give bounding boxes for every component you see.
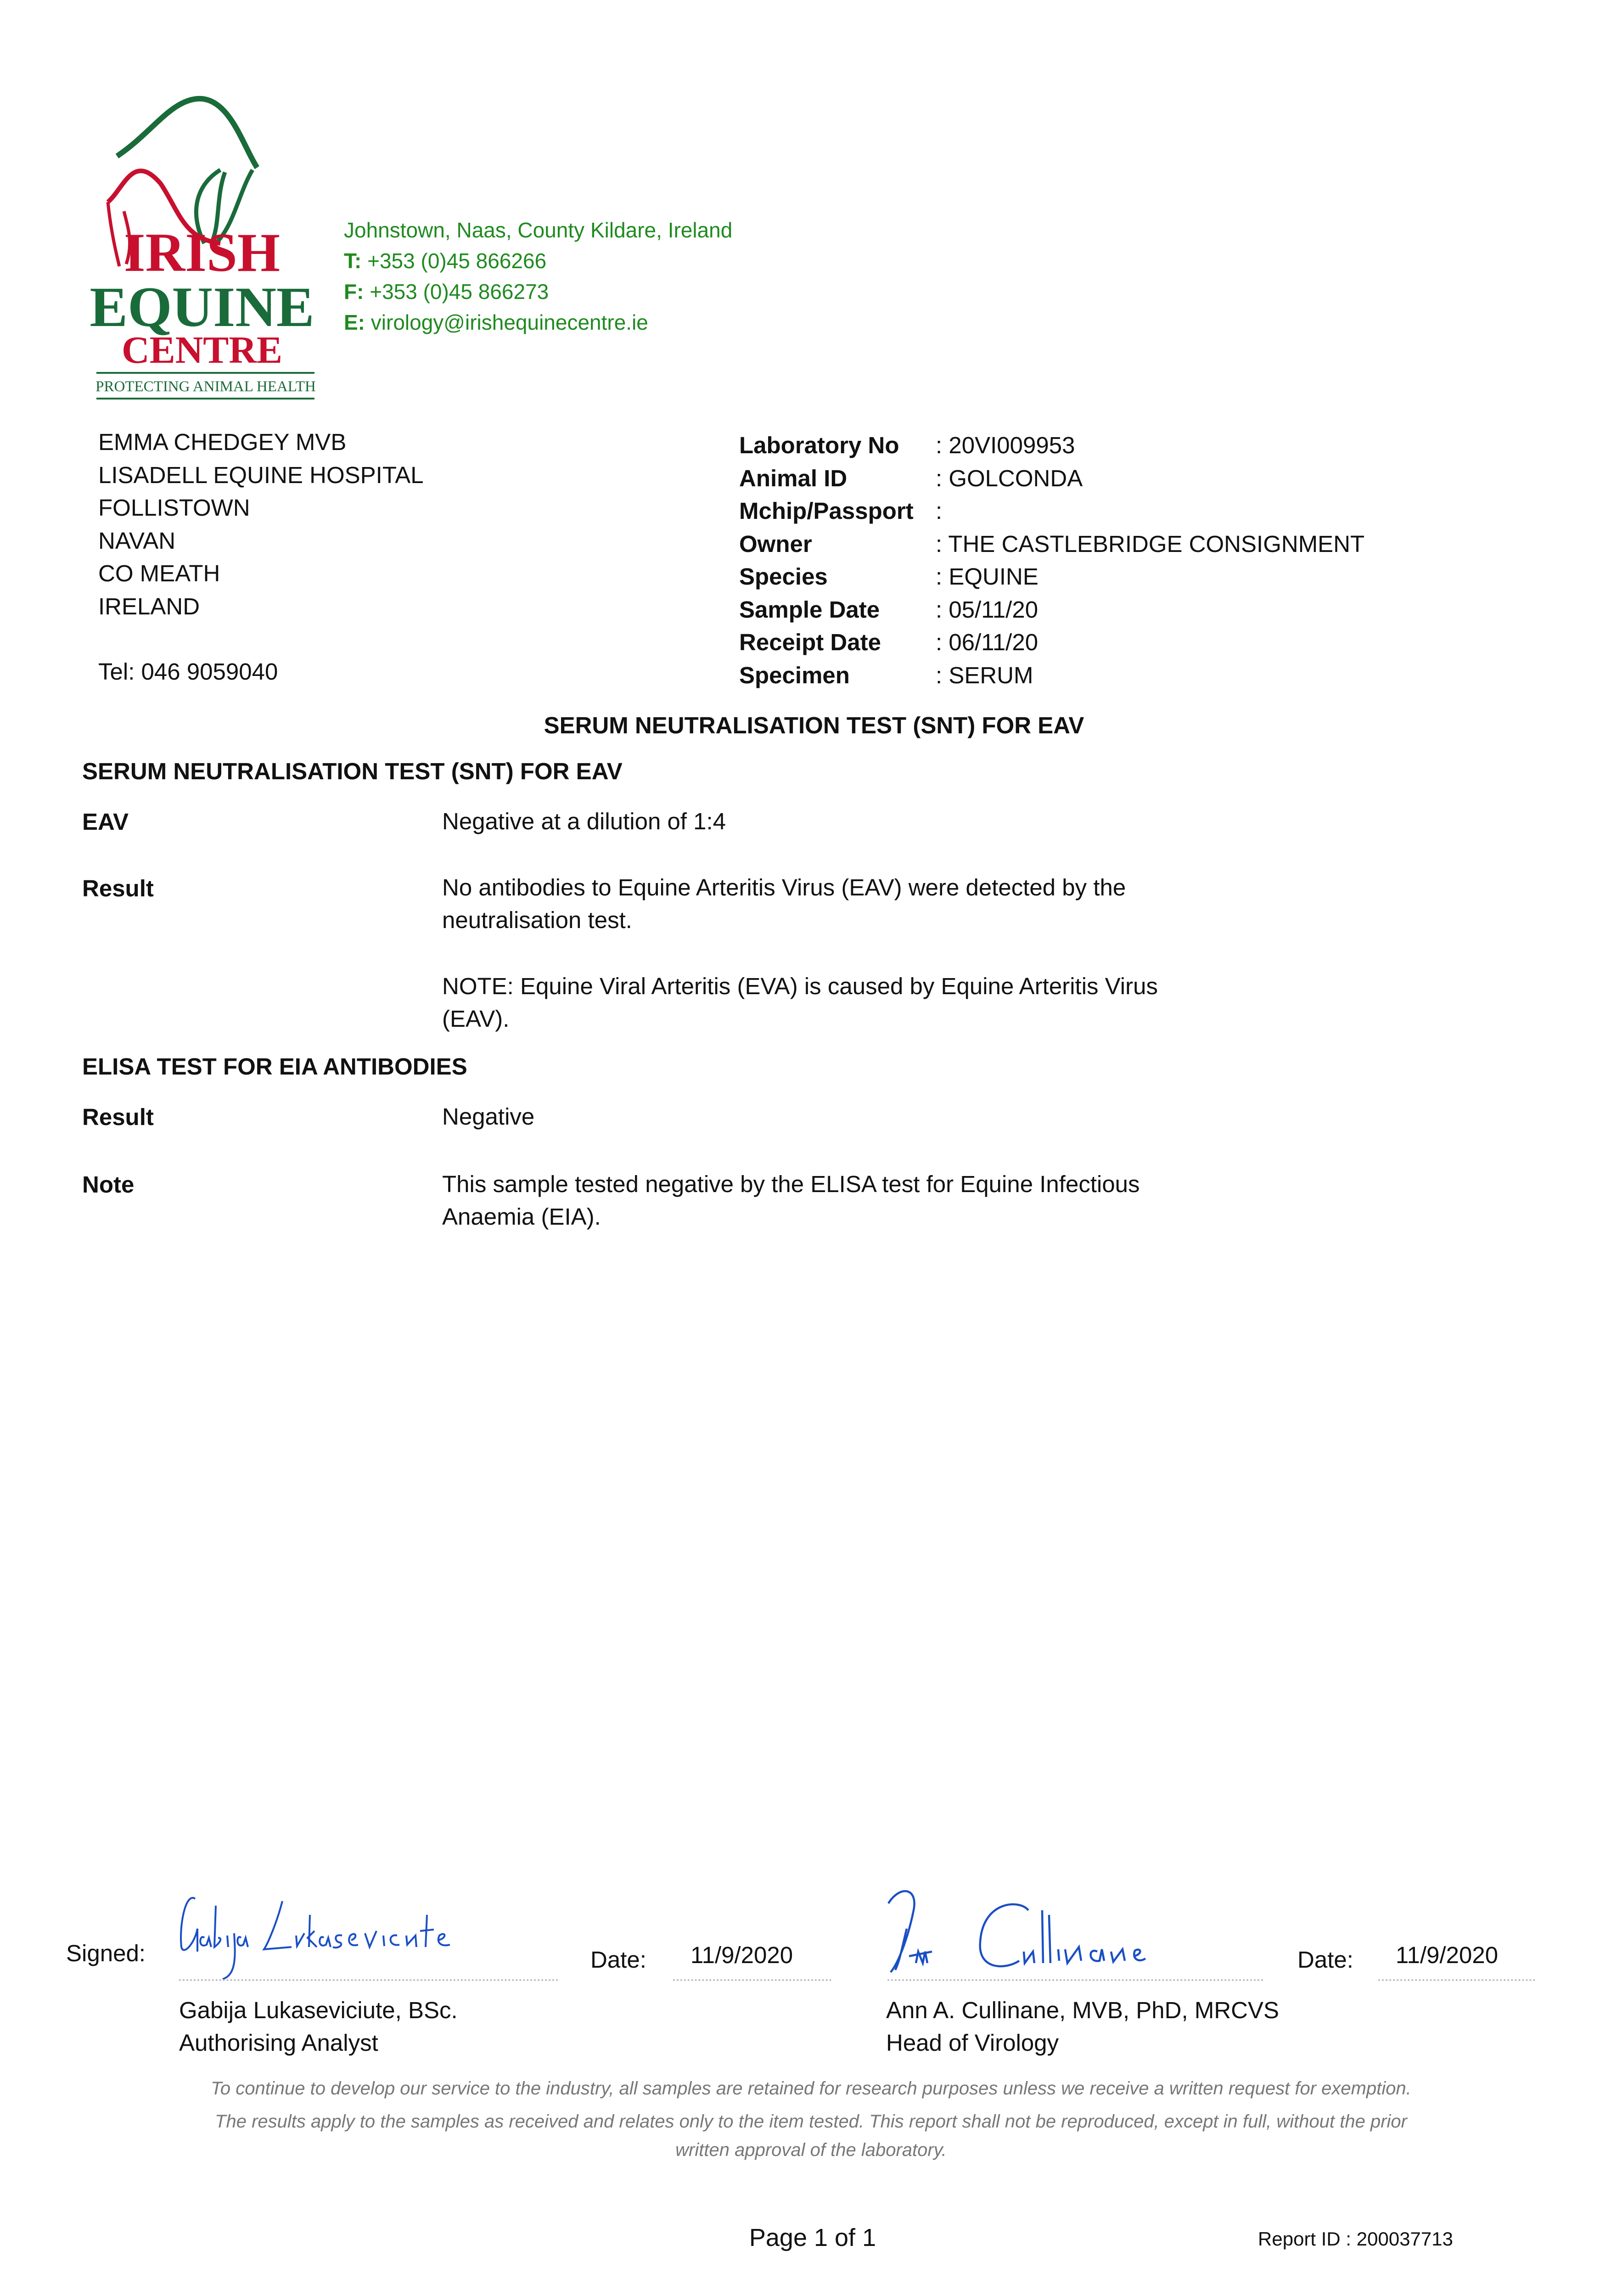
info-label: Receipt Date <box>739 629 881 655</box>
lab-address: Johnstown, Naas, County Kildare, Ireland <box>344 218 733 242</box>
signed-label: Signed: <box>66 1940 146 1966</box>
signatory-role: Authorising Analyst <box>179 2030 378 2056</box>
signature-line <box>179 1979 558 1981</box>
address-line: IRELAND <box>98 593 200 619</box>
date-value: 11/9/2020 <box>1396 1942 1499 1968</box>
address-line: NAVAN <box>98 527 176 554</box>
signature-gabija <box>177 1887 507 1984</box>
result-label: Result <box>82 875 154 901</box>
page-number: Page 1 of 1 <box>749 2224 876 2251</box>
report-title: SERUM NEUTRALISATION TEST (SNT) FOR EAV <box>544 712 1084 738</box>
address-line: CO MEATH <box>98 560 220 586</box>
info-row <box>739 659 1364 692</box>
horse-logo-icon <box>83 92 321 404</box>
disclaimer-line: The results apply to the samples as received and relates only to the item tested. This report shall not be reproduced, except in full, without the prior <box>215 2111 1407 2132</box>
disclaimer-line: written approval of the laboratory. <box>675 2140 947 2160</box>
result-label: Result <box>82 1104 154 1130</box>
info-value: : 05/11/20 <box>936 596 1038 623</box>
info-row <box>739 560 1364 593</box>
signature-line <box>887 1979 1263 1981</box>
info-value: : GOLCONDA <box>936 465 1083 491</box>
email-label: E: <box>344 310 365 334</box>
recipient-address <box>98 426 424 688</box>
info-value: : 06/11/20 <box>936 629 1038 655</box>
info-row <box>739 626 1364 659</box>
svg-text:EQUINE: EQUINE <box>90 276 314 338</box>
info-label: Mchip/Passport <box>739 498 914 524</box>
address-line: LISADELL EQUINE HOSPITAL <box>98 461 424 488</box>
result-label: Note <box>82 1171 135 1198</box>
signatory-right <box>886 1994 1279 2059</box>
info-value: : SERUM <box>936 662 1033 688</box>
irish-equine-centre-logo <box>83 92 321 404</box>
info-value: : 20VI009953 <box>936 432 1075 458</box>
email-link[interactable]: virology@irishequinecentre.ie <box>370 310 648 334</box>
date-line <box>1378 1979 1535 1981</box>
info-label: Specimen <box>739 662 850 688</box>
result-value: Negative at a dilution of 1:4 <box>442 808 726 834</box>
info-row <box>739 495 1364 528</box>
lab-contact-block <box>344 215 732 338</box>
signatory-left <box>179 1994 458 2059</box>
report-id: Report ID : 200037713 <box>1258 2228 1453 2250</box>
address-line: EMMA CHEDGEY MVB <box>98 429 347 455</box>
result-value: This sample tested negative by the ELISA test for Equine Infectious Anaemia (EIA). <box>442 1171 1140 1230</box>
info-row <box>739 429 1364 462</box>
fax-label: F: <box>344 280 364 304</box>
phone-number: +353 (0)45 866266 <box>367 249 547 273</box>
address-line: FOLLISTOWN <box>98 495 250 521</box>
signatory-name: Ann A. Cullinane, MVB, PhD, MRCVS <box>886 1997 1280 2023</box>
date-value: 11/9/2020 <box>690 1942 793 1968</box>
info-row <box>739 593 1364 626</box>
svg-text:PROTECTING ANIMAL HEALTH: PROTECTING ANIMAL HEALTH <box>95 378 316 395</box>
recipient-tel: Tel: 046 9059040 <box>98 658 278 685</box>
section-heading: SERUM NEUTRALISATION TEST (SNT) FOR EAV <box>82 758 623 784</box>
info-label: Sample Date <box>739 596 880 623</box>
info-label: Owner <box>739 530 812 557</box>
svg-text:IRISH: IRISH <box>123 222 281 283</box>
result-value: No antibodies to Equine Arteritis Virus (EAV) were detected by the neutralisation test. <box>442 874 1126 933</box>
section-heading: ELISA TEST FOR EIA ANTIBODIES <box>82 1053 467 1080</box>
result-value: Negative <box>442 1103 535 1130</box>
info-label: Species <box>739 563 828 590</box>
svg-text:CENTRE: CENTRE <box>121 329 283 371</box>
sample-info-table <box>739 429 1364 692</box>
signature-cullinane <box>881 1883 1212 1979</box>
info-row <box>739 528 1364 561</box>
fax-number: +353 (0)45 866273 <box>370 280 549 304</box>
info-value: : <box>936 498 943 524</box>
info-row <box>739 462 1364 495</box>
signatory-role: Head of Virology <box>886 2030 1059 2056</box>
info-value: : THE CASTLEBRIDGE CONSIGNMENT <box>936 530 1365 557</box>
date-label: Date: <box>1297 1947 1353 1973</box>
disclaimer-line: To continue to develop our service to the industry, all samples are retained for research purposes unless we receive a written request for exemption. <box>211 2078 1411 2099</box>
date-label: Date: <box>590 1947 646 1973</box>
info-label: Laboratory No <box>739 432 899 458</box>
result-label: EAV <box>82 809 129 835</box>
info-label: Animal ID <box>739 465 847 491</box>
phone-label: T: <box>344 249 362 273</box>
signatory-name: Gabija Lukaseviciute, BSc. <box>179 1997 458 2023</box>
result-note: NOTE: Equine Viral Arteritis (EVA) is caused by Equine Arteritis Virus (EAV). <box>442 973 1158 1032</box>
date-line <box>673 1979 831 1981</box>
info-value: : EQUINE <box>936 563 1038 590</box>
